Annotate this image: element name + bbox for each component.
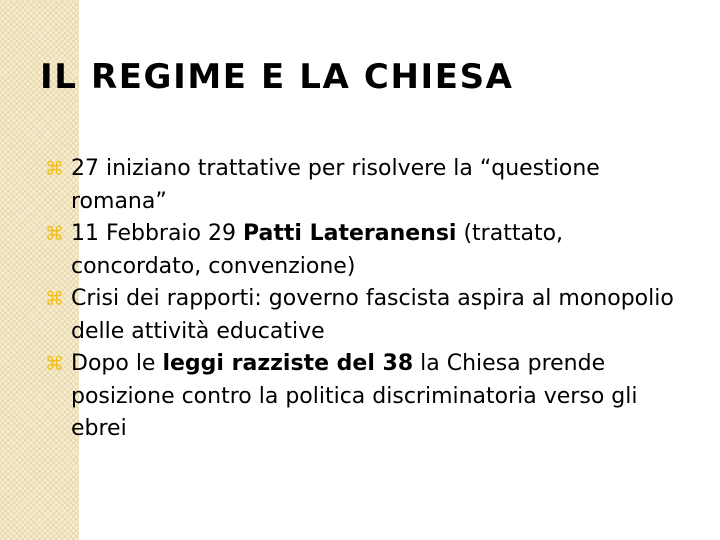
- bullet-text: (trattato, concordato, convenzione): [71, 221, 564, 279]
- bullet-marker-icon: ⌘: [45, 353, 64, 375]
- bullet-text: la Chiesa prende posizione contro la politica discriminatoria verso gli ebrei: [71, 351, 638, 441]
- bullet-text: 11 Febbraio 29: [71, 221, 243, 246]
- bullet-item: [40, 153, 700, 218]
- bullet-item: [40, 348, 700, 446]
- bullet-list: [40, 153, 700, 446]
- bullet-item: [40, 283, 700, 348]
- bullet-text-emphasis: Patti Lateranensi: [242, 221, 457, 246]
- bullet-text-emphasis: leggi razziste del 38: [162, 351, 414, 376]
- bullet-item: [40, 218, 700, 283]
- bullet-text: 27 iniziano trattative per risolvere la “questione romana”: [71, 156, 600, 214]
- bullet-marker-icon: ⌘: [45, 158, 64, 180]
- bullet-marker-icon: ⌘: [45, 288, 64, 310]
- slide-title: IL REGIME E LA CHIESA: [40, 57, 514, 97]
- bullet-text: Dopo le: [71, 351, 163, 376]
- bullet-marker-icon: ⌘: [45, 223, 64, 245]
- bullet-text: Crisi dei rapporti: governo fascista aspira al monopolio delle attività educative: [71, 286, 674, 344]
